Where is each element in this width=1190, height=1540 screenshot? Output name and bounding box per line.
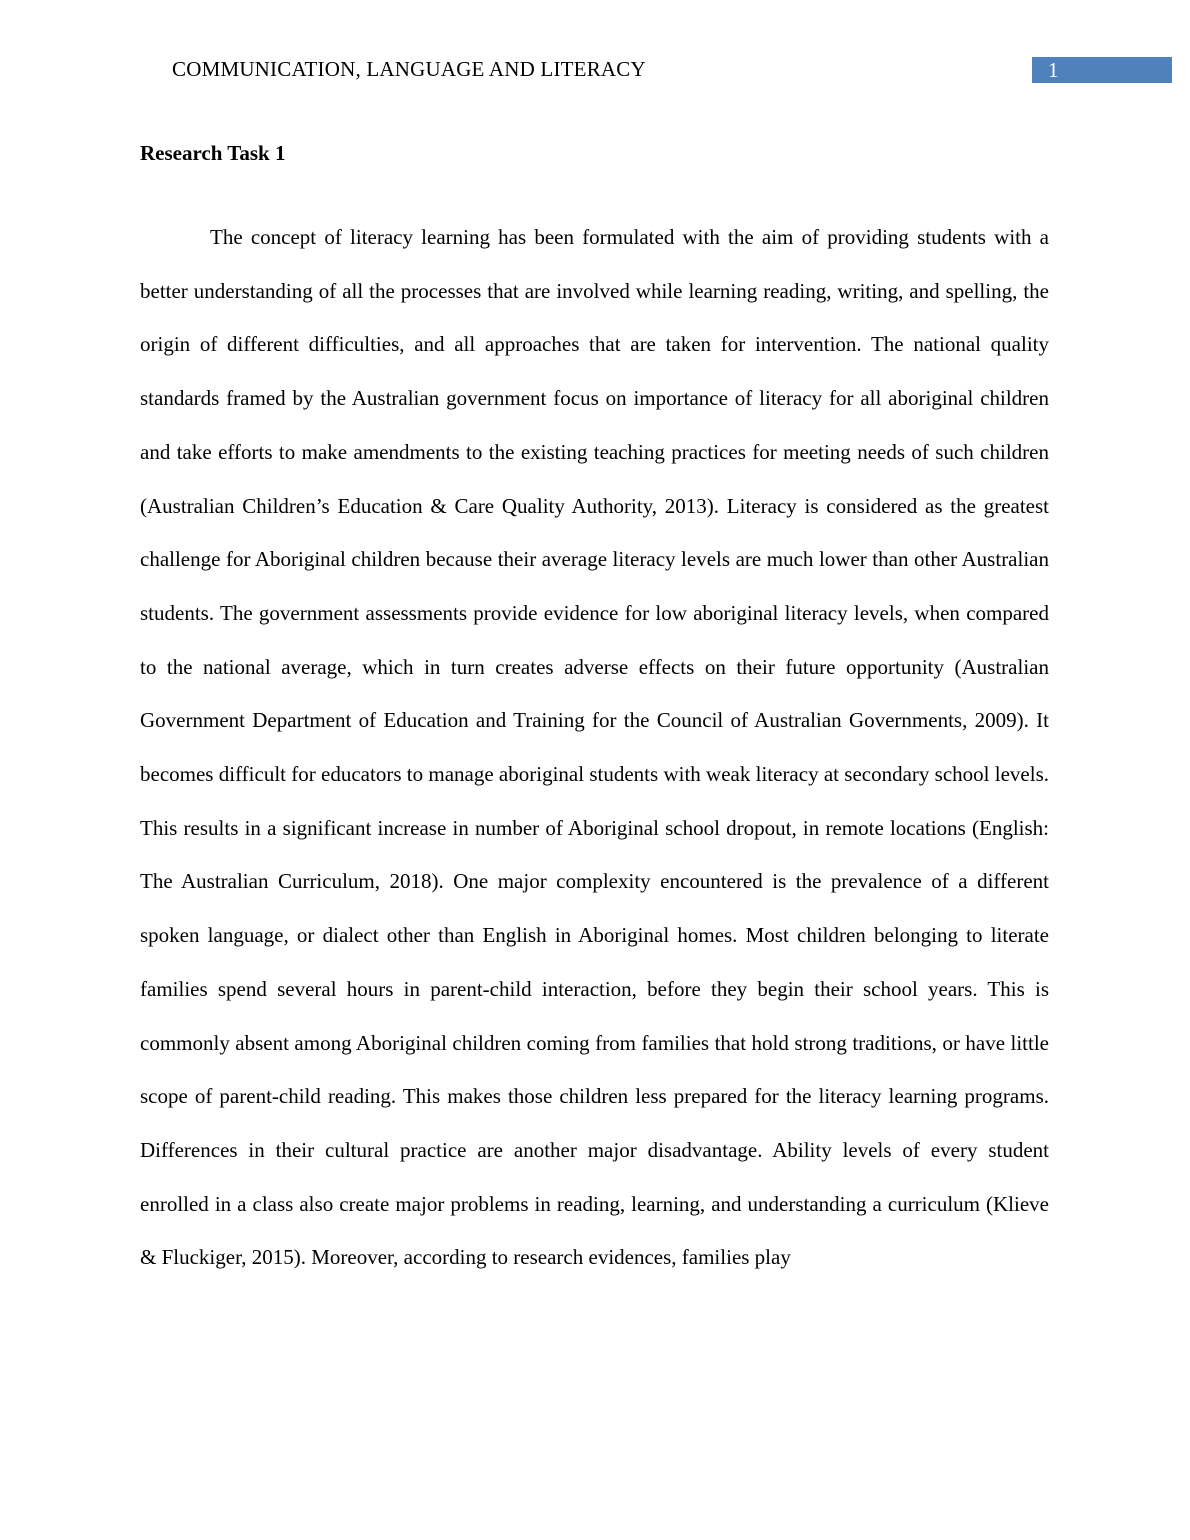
section-heading: Research Task 1: [140, 141, 286, 165]
running-head: COMMUNICATION, LANGUAGE AND LITERACY: [172, 57, 646, 81]
page-number: 1: [1048, 58, 1059, 82]
body-paragraph: The concept of literacy learning has been formulated with the aim of providing students with a better understanding of all the processes that are involved while learning reading, writing, and spelling, the origin of different difficulties, and all approaches that are taken for intervention. The national quality standards framed by the Australian government focus on importance of literacy for all aboriginal children and take efforts to make amendments to the existing teaching practices for meeting needs of such children (Australian Children’s Education & Care Quality Authority, 2013). Literacy is considered as the greatest challenge for Aboriginal children because their average literacy levels are much lower than other Australian students. The government assessments provide evidence for low aboriginal literacy levels, when compared to the national average, which in turn creates adverse effects on their future opportunity (Australian Government Department of Education and Training for the Council of Australian Governments, 2009). It becomes difficult for educators to manage aboriginal students with weak literacy at secondary school levels. This results in a significant increase in number of Aboriginal school dropout, in remote locations (English: The Australian Curriculum, 2018). One major complexity encountered is the prevalence of a different spoken language, or dialect other than English in Aboriginal homes. Most children belonging to literate families spend several hours in parent-child interaction, before they begin their school years. This is commonly absent among Aboriginal children coming from families that hold strong traditions, or have little scope of parent-child reading. This makes those children less prepared for the literacy learning programs. Differences in their cultural practice are another major disadvantage. Ability levels of every student enrolled in a class also create major problems in reading, learning, and understanding a curriculum (Klieve & Fluckiger, 2015). Moreover, according to research evidences, families play: [140, 225, 1049, 1270]
page-number-box: [1032, 57, 1172, 83]
